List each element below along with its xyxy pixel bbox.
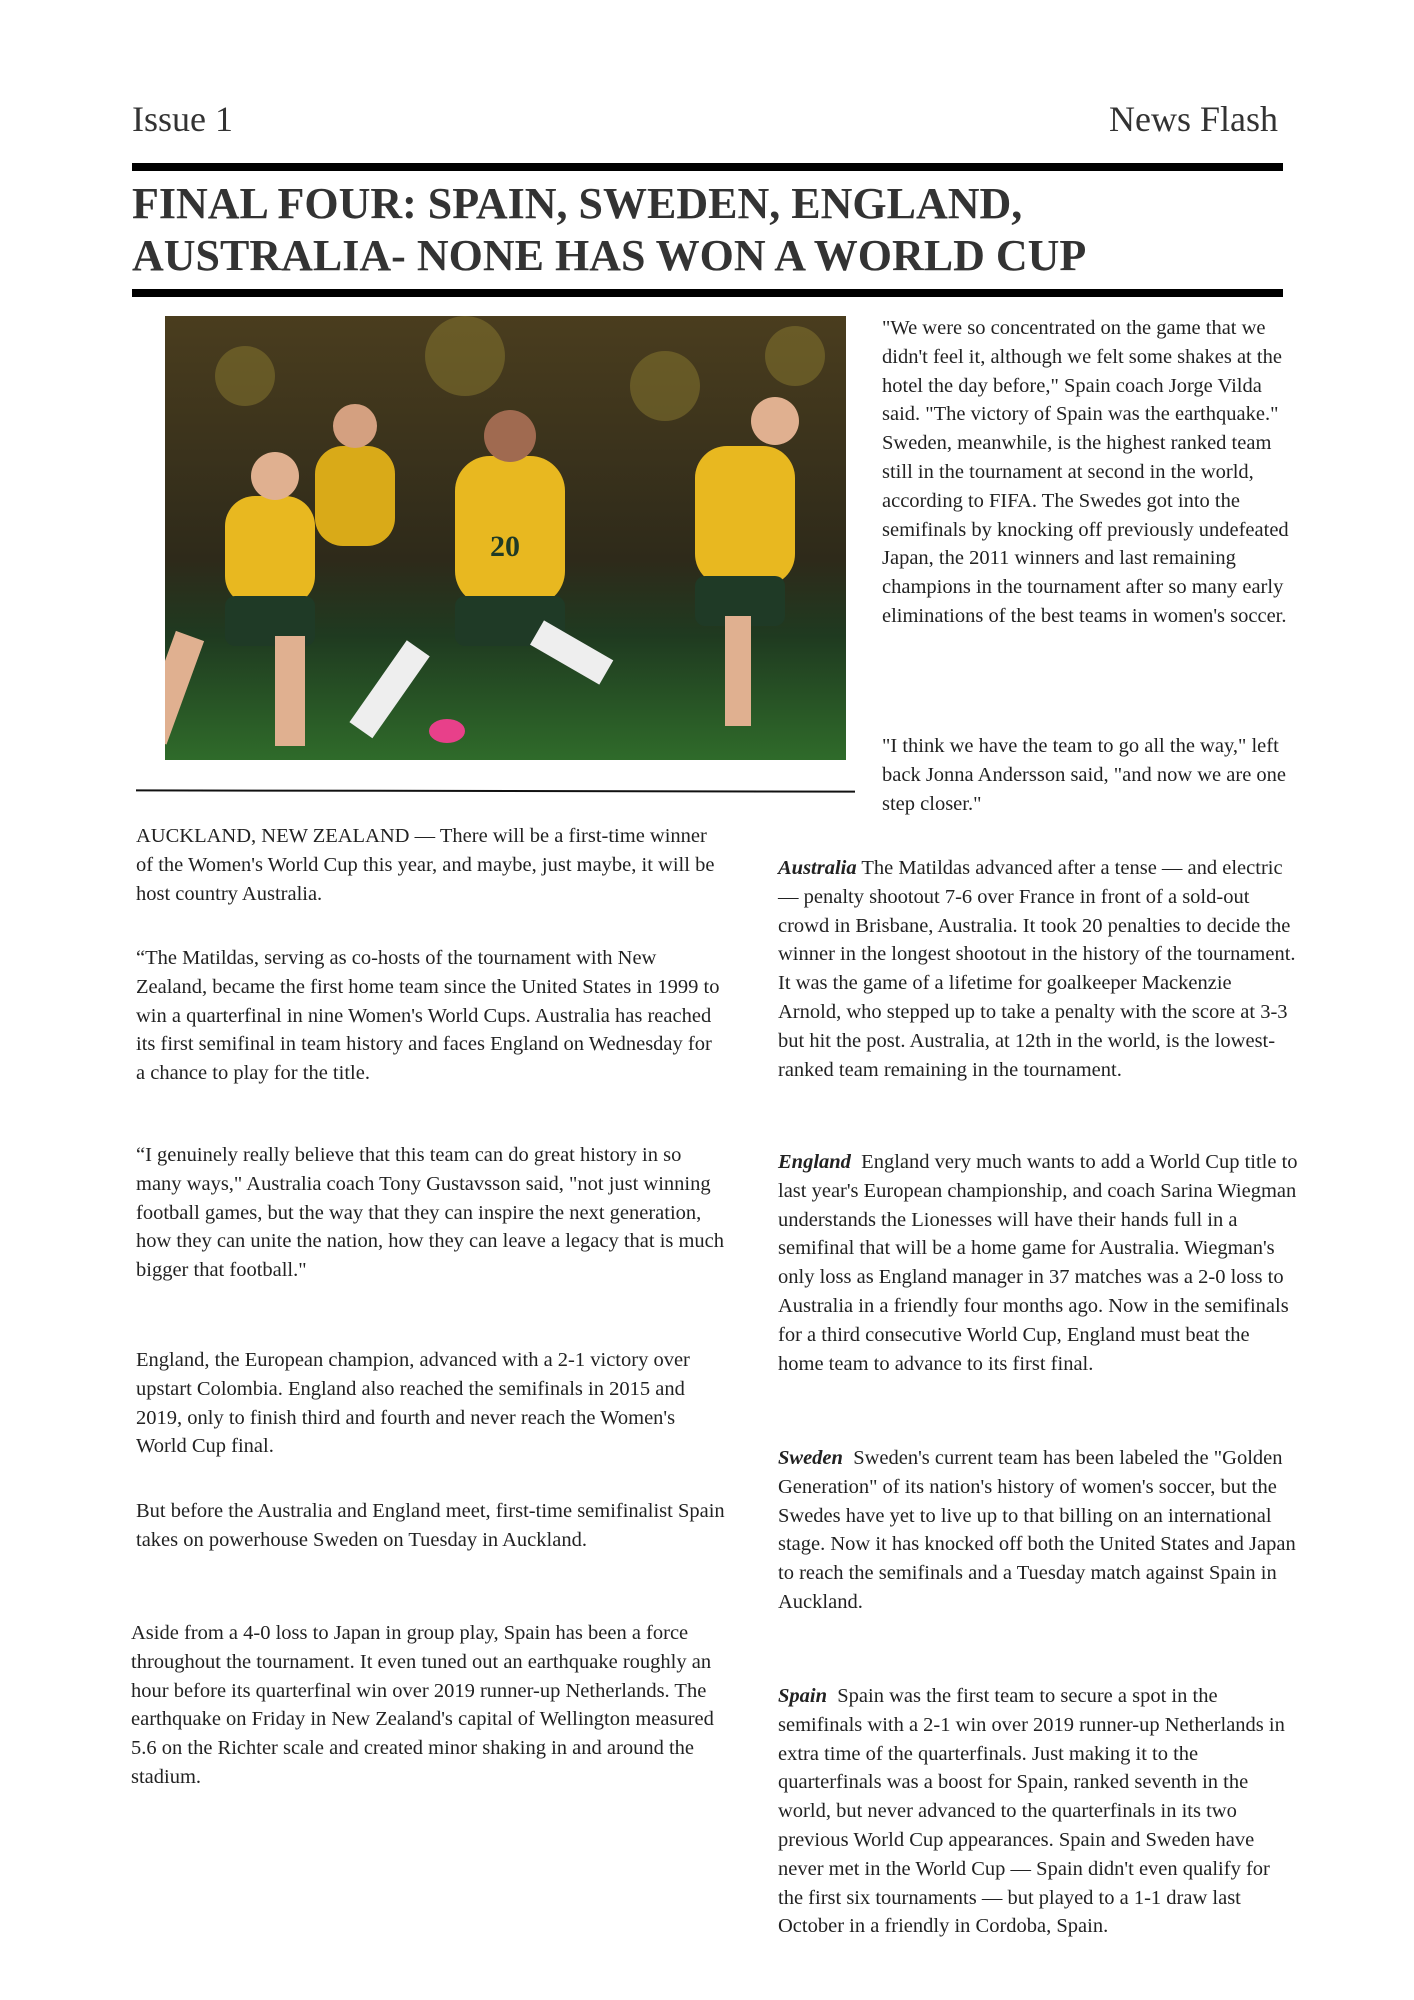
team-australia (778, 854, 1298, 1084)
team-name: Australia (778, 857, 857, 879)
team-name: England (778, 1151, 851, 1173)
team-text: Sweden's current team has been labeled the "Golden Generation" of its nation's history of women's soccer, but the Swedes have yet to live up to that billing on an international stage. Now it has knocked off both the United States and Japan to reach the semifinals and a Tuesday match against Spain in Auckland. (778, 1447, 1296, 1613)
svg-text:20: 20 (490, 530, 520, 563)
team-name: Sweden (778, 1447, 843, 1469)
team-spain (778, 1682, 1298, 1941)
section-label: News Flash (1109, 99, 1278, 139)
team-sweden (778, 1444, 1298, 1617)
left-paragraph: Aside from a 4-0 loss to Japan in group play, Spain has been a force throughout the tournament. It even tuned out an earthquake roughly an hour before its quarterfinal win over 2019 runner-up Netherlands. The earthquake on Friday in New Zealand's capital of Wellington measured 5.6 on the Richter scale and created minor shaking in and around the stadium. (131, 1622, 714, 1788)
team-name: Spain (778, 1685, 827, 1707)
photo-divider (136, 789, 855, 792)
left-paragraph: But before the Australia and England meet, first-time semifinalist Spain takes on powerhouse Sweden on Tuesday in Auckland. (136, 1500, 725, 1551)
team-text: England very much wants to add a World Cup title to last year's European championship, and coach Sarina Wiegman understands the Lionesses will have their hands full in a semifinal that will be a home game for Australia. Wiegman's only loss as England manager in 37 matches was a 2-0 loss to Australia in a friendly four months ago. Now in the semifinals for a third consecutive World Cup, England must beat the home team to advance to its first final. (778, 1151, 1298, 1375)
team-england (778, 1148, 1298, 1378)
headline: FINAL FOUR: SPAIN, SWEDEN, ENGLAND, AUSTRALIA- NONE HAS WON A WORLD CUP (132, 179, 1087, 280)
left-paragraph: “I genuinely really believe that this team can do great history in so many ways," Australia coach Tony Gustavsson said, "not just winning football games, but the way that they can inspire the next generation, how they can unite the nation, how they can leave a legacy that is much bigger that football." (136, 1144, 725, 1282)
headline-rule (132, 289, 1283, 297)
issue-label: Issue 1 (132, 99, 233, 139)
team-text: The Matildas advanced after a tense — and electric — penalty shootout 7-6 over France in front of a sold-out crowd in Brisbane, Australia. It took 20 penalties to decide the winner in the longest shootout in the history of the tournament. It was the game of a lifetime for goalkeeper Mackenzie Arnold, who stepped up to take a penalty with the score at 3-3 but hit the post. Australia, at 12th in the world, is the lowest-ranked team remaining in the tournament. (778, 857, 1296, 1081)
right-paragraph: "I think we have the team to go all the way," left back Jonna Andersson said, "and now we are one step closer." (882, 735, 1287, 815)
celebrating-players-photo (165, 316, 846, 760)
top-rule (132, 163, 1283, 171)
team-text: Spain was the first team to secure a spot in the semifinals with a 2-1 win over 2019 runner-up Netherlands in extra time of the quarterfinals. Just making it to the quarterfinals was a boost for Spain, ranked seventh in the world, but never advanced to the quarterfinals in its two previous World Cup appearances. Spain and Sweden have never met in the World Cup — Spain didn't even qualify for the first six tournaments — but played to a 1-1 draw last October in a friendly in Cordoba, Spain. (778, 1685, 1285, 1938)
left-paragraph: AUCKLAND, NEW ZEALAND — There will be a first-time winner of the Women's World Cup this year, and maybe, just maybe, it will be host country Australia. (136, 825, 715, 905)
left-paragraph: England, the European champion, advanced with a 2-1 victory over upstart Colombia. England also reached the semifinals in 2015 and 2019, only to finish third and fourth and never reach the Women's World Cup final. (136, 1349, 690, 1458)
right-paragraph: "We were so concentrated on the game that we didn't feel it, although we felt some shakes at the hotel the day before," Spain coach Jorge Vilda said. "The victory of Spain was the earthquake." Sweden, meanwhile, is the highest ranked team still in the tournament at second in the world, according to FIFA. The Swedes got into the semifinals by knocking off previously undefeated Japan, the 2011 winners and last remaining champions in the tournament after so many early eliminations of the best teams in women's soccer. (882, 317, 1289, 627)
left-paragraph: “The Matildas, serving as co-hosts of the tournament with New Zealand, became the first home team since the United States in 1999 to win a quarterfinal in nine Women's World Cups. Australia has reached its first semifinal in team history and faces England on Wednesday for a chance to play for the title. (136, 947, 720, 1085)
